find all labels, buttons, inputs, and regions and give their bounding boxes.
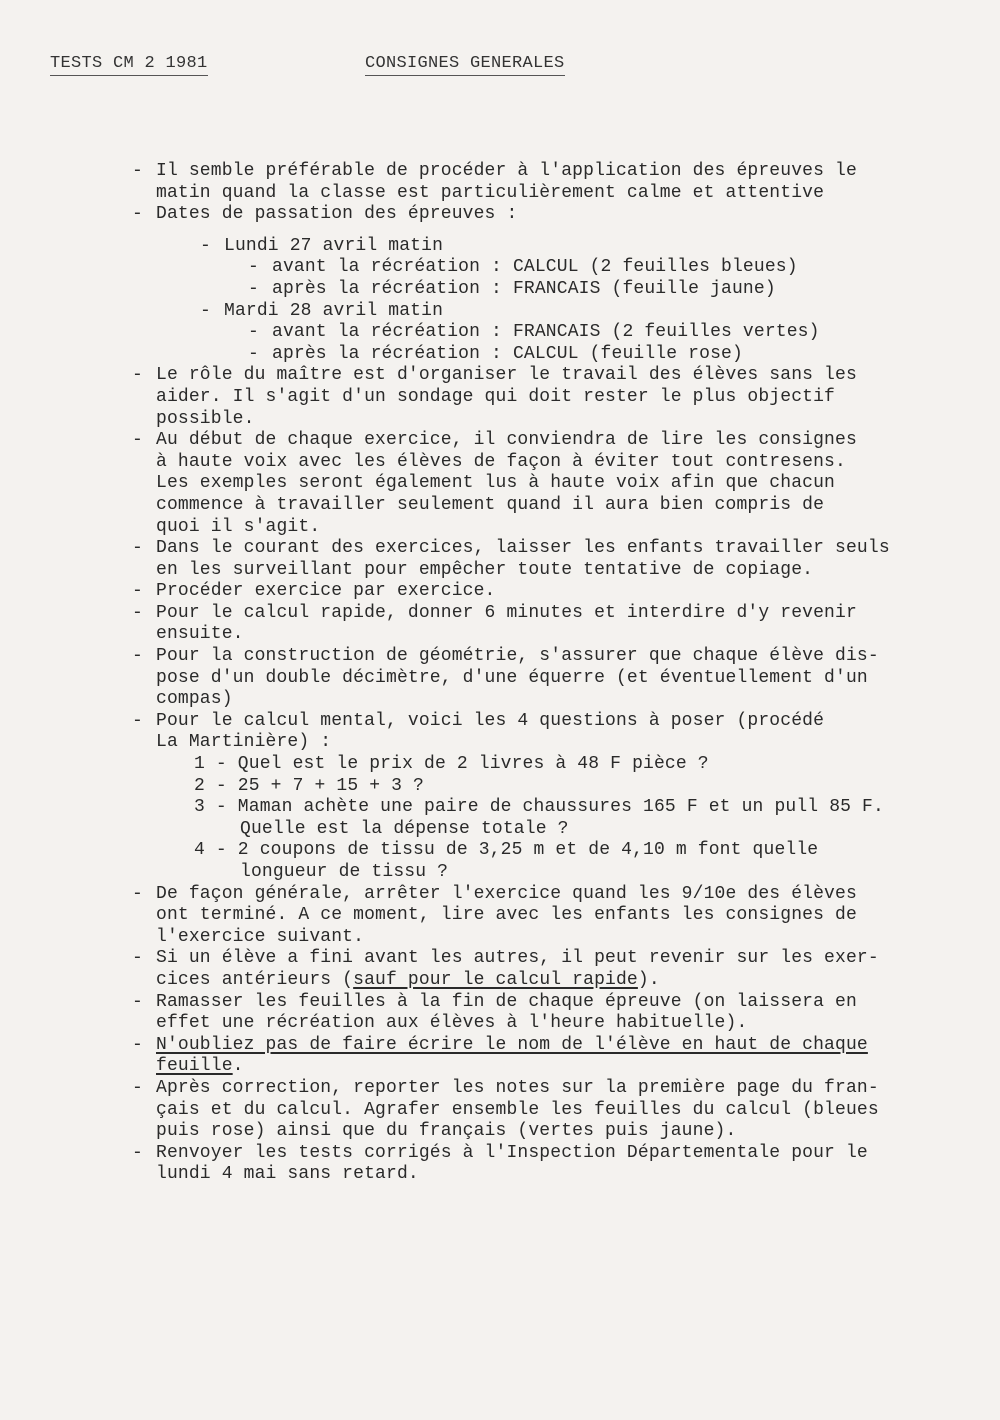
instruction-line — [132, 732, 952, 754]
instruction-line — [132, 452, 952, 474]
line-text: ). — [637, 969, 660, 990]
line-text: Pour le calcul rapide, donner 6 minutes et interdire d'y revenir — [156, 602, 857, 623]
instruction-line — [132, 538, 952, 560]
instruction-line — [132, 689, 952, 711]
bullet-dash: - — [132, 602, 143, 623]
bullet-dash: - — [132, 710, 143, 731]
line-text: ont terminé. A ce moment, lire avec les enfants les consignes de — [156, 905, 857, 926]
instruction-line — [132, 581, 952, 603]
instruction-line — [132, 668, 952, 690]
line-text: avant la récréation : CALCUL (2 feuilles bleues) — [272, 257, 798, 278]
date-line — [132, 322, 952, 344]
line-text: en les surveillant pour empêcher toute tentative de copiage. — [156, 559, 814, 580]
line-text: Les exemples seront également lus à haute voix afin que chacun — [156, 473, 836, 494]
line-text: ensuite. — [156, 624, 244, 645]
instruction-line — [132, 927, 952, 949]
bullet-dash: - — [132, 991, 143, 1012]
date-line — [132, 257, 952, 279]
line-text: l'exercice suivant. — [156, 926, 365, 947]
bullet-dash: - — [248, 278, 259, 299]
instruction-line — [132, 1013, 952, 1035]
instruction-line — [132, 473, 952, 495]
bullet-dash: - — [132, 1034, 143, 1055]
date-line — [132, 301, 952, 323]
question-line — [132, 754, 952, 776]
bullet-dash: - — [132, 365, 143, 386]
bullet-dash: - — [200, 235, 211, 256]
instruction-line — [132, 517, 952, 539]
instructions-body — [132, 161, 952, 1186]
bullet-dash: - — [132, 161, 143, 181]
line-text: commence à travailler seulement quand il aura bien compris de — [156, 494, 825, 515]
instruction-line — [132, 711, 952, 733]
bullet-dash: - — [132, 581, 143, 602]
instruction-line — [132, 884, 952, 906]
bullet-dash: - — [132, 538, 143, 559]
line-text: possible. — [156, 408, 255, 429]
question-line — [132, 862, 952, 884]
instruction-line — [132, 1143, 952, 1165]
header-section-title: CONSIGNES GENERALES — [365, 54, 565, 76]
instruction-line — [132, 1100, 952, 1122]
line-text: Lundi 27 avril matin — [224, 235, 444, 256]
line-text: quoi il s'agit. — [156, 516, 321, 537]
line-text: 1 - Quel est le prix de 2 livres à 48 F pièce ? — [194, 754, 709, 775]
line-text: aider. Il s'agit d'un sondage qui doit rester le plus objectif — [156, 386, 836, 407]
underlined-text: sauf pour le calcul rapide — [353, 969, 638, 990]
line-text: 4 - 2 coupons de tissu de 3,25 m et de 4,10 m font quelle — [194, 840, 819, 861]
instruction-line — [132, 970, 952, 992]
date-line — [132, 279, 952, 301]
line-text: avant la récréation : FRANCAIS (2 feuilles vertes) — [272, 322, 820, 343]
bullet-dash: - — [132, 204, 143, 225]
line-text: La Martinière) : — [156, 732, 332, 753]
bullet-dash: - — [200, 300, 211, 321]
line-text: matin quand la classe est particulièrement calme et attentive — [156, 182, 825, 203]
line-text: Il semble préférable de procéder à l'application des épreuves le — [156, 161, 857, 181]
instruction-line — [132, 948, 952, 970]
bullet-dash: - — [132, 646, 143, 667]
line-text: à haute voix avec les élèves de façon à éviter tout contresens. — [156, 451, 846, 472]
instruction-line — [132, 409, 952, 431]
instruction-line — [132, 365, 952, 387]
instruction-line — [132, 1121, 952, 1143]
line-text: Si un élève a fini avant les autres, il peut revenir sur les exer- — [156, 948, 879, 969]
line-text: Procéder exercice par exercice. — [156, 581, 496, 602]
date-line — [132, 236, 952, 258]
line-text: pose d'un double décimètre, d'une équerre (et éventuellement d'un — [156, 667, 868, 688]
line-text: Dans le courant des exercices, laisser les enfants travailler seuls — [156, 538, 890, 559]
line-text: . — [232, 1056, 244, 1077]
instruction-line — [132, 992, 952, 1014]
line-text: Mardi 28 avril matin — [224, 300, 444, 321]
question-line — [132, 819, 952, 841]
bullet-dash: - — [132, 1142, 143, 1163]
instruction-line — [132, 204, 952, 226]
line-text: Ramasser les feuilles à la fin de chaque épreuve (on laissera en — [156, 991, 857, 1012]
instruction-line — [132, 1078, 952, 1100]
line-text: Pour la construction de géométrie, s'assurer que chaque élève dis- — [156, 646, 879, 667]
instruction-line — [132, 1056, 952, 1078]
underlined-text: feuille — [156, 1056, 233, 1077]
line-text: 2 - 25 + 7 + 15 + 3 ? — [194, 775, 424, 796]
bullet-dash: - — [248, 322, 259, 343]
line-text: après la récréation : FRANCAIS (feuille jaune) — [272, 278, 776, 299]
question-line — [132, 797, 952, 819]
instruction-line — [132, 624, 952, 646]
instruction-line — [132, 1164, 952, 1186]
line-text: effet une récréation aux élèves à l'heure habituelle). — [156, 1013, 748, 1034]
date-line — [132, 344, 952, 366]
instruction-line — [132, 183, 952, 205]
line-text: De façon générale, arrêter l'exercice quand les 9/10e des élèves — [156, 883, 857, 904]
bullet-dash: - — [132, 1077, 143, 1098]
line-text: cices antérieurs ( — [156, 969, 354, 990]
line-text: puis rose) ainsi que du français (vertes puis jaune). — [156, 1121, 737, 1142]
line-text: après la récréation : CALCUL (feuille rose) — [272, 343, 743, 364]
bullet-dash: - — [248, 343, 259, 364]
line-text: lundi 4 mai sans retard. — [156, 1164, 419, 1185]
line-text: Pour le calcul mental, voici les 4 questions à poser (procédé — [156, 710, 825, 731]
header-test-title: TESTS CM 2 1981 — [50, 54, 208, 76]
underlined-text: N'oubliez pas de faire écrire le nom de l'élève en haut de chaque — [156, 1034, 868, 1055]
instruction-line — [132, 495, 952, 517]
instruction-line — [132, 387, 952, 409]
line-text: Après correction, reporter les notes sur la première page du fran- — [156, 1077, 879, 1098]
question-line — [132, 776, 952, 798]
instruction-line — [132, 603, 952, 625]
line-text: Le rôle du maître est d'organiser le travail des élèves sans les — [156, 365, 857, 386]
bullet-dash: - — [132, 883, 143, 904]
line-text: 3 - Maman achète une paire de chaussures 165 F et un pull 85 F. — [194, 797, 884, 818]
instruction-line — [132, 1035, 952, 1057]
question-line — [132, 840, 952, 862]
line-text: Renvoyer les tests corrigés à l'Inspection Départementale pour le — [156, 1142, 868, 1163]
instruction-line — [132, 161, 952, 183]
line-text: Quelle est la dépense totale ? — [240, 818, 569, 839]
instruction-line — [132, 560, 952, 582]
line-text: Au début de chaque exercice, il conviendra de lire les consignes — [156, 430, 857, 451]
bullet-dash: - — [248, 257, 259, 278]
bullet-dash: - — [132, 948, 143, 969]
line-text: çais et du calcul. Agrafer ensemble les feuilles du calcul (bleues — [156, 1099, 879, 1120]
line-text: Dates de passation des épreuves : — [156, 204, 518, 225]
line-text: longueur de tissu ? — [240, 862, 449, 882]
instruction-line — [132, 430, 952, 452]
instruction-line — [132, 646, 952, 668]
bullet-dash: - — [132, 430, 143, 451]
instruction-line — [132, 905, 952, 927]
line-text: compas) — [156, 689, 233, 710]
